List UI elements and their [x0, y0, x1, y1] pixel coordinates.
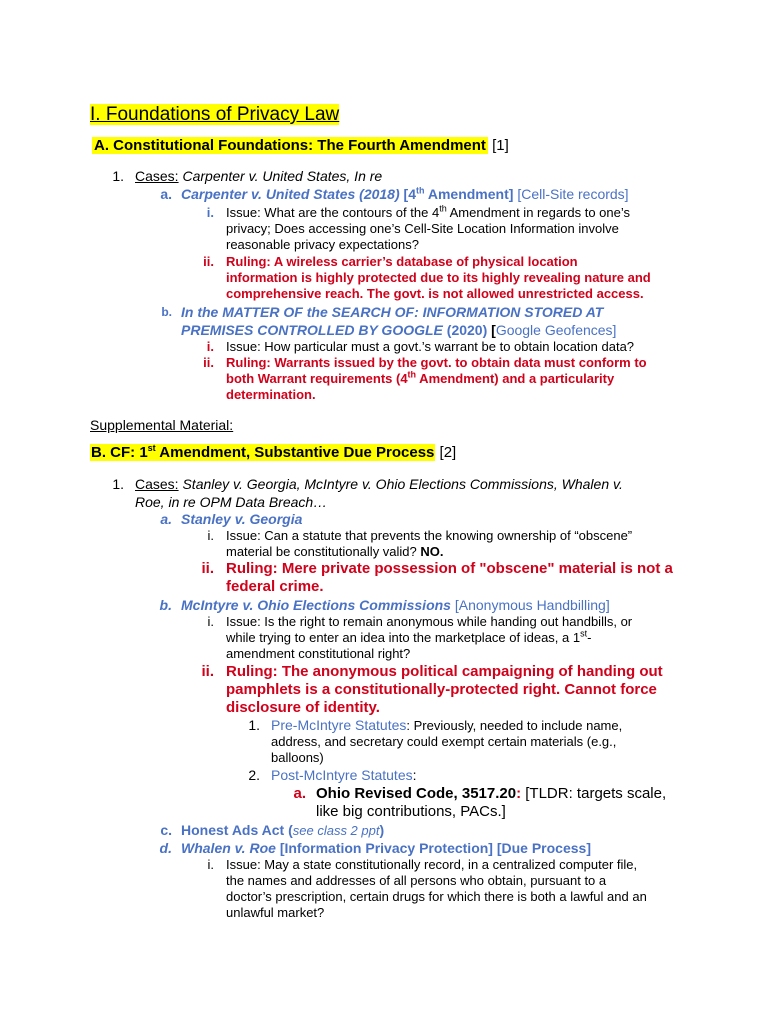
section-b-heading: [90, 444, 456, 462]
section-b-title-post: Amendment, Substantive Due Process: [155, 444, 435, 461]
cases-text: Carpenter v. United States, In re: [182, 168, 383, 184]
issue-line-pre: Issue: What are the contours of the 4: [226, 205, 440, 220]
cases-text: Stanley v. Georgia, McIntyre v. Ohio Elections Commissions, Whalen v.: [182, 476, 623, 492]
case-heading: [181, 821, 384, 840]
list-marker: 1.: [248, 717, 260, 733]
statute-line: address, and secretary could exempt certain materials (e.g.,: [271, 734, 617, 749]
ruling-text: [226, 355, 647, 403]
supplemental-heading: Supplemental Material:: [90, 417, 234, 433]
statute-note: [271, 767, 417, 784]
case-note: see class 2 ppt: [292, 823, 380, 838]
issue-answer: NO.: [420, 544, 444, 559]
list-marker: i.: [206, 339, 214, 354]
list-marker: b.: [161, 305, 172, 319]
section-b-title: [90, 444, 435, 461]
cases-text: Roe, in re OPM Data Breach…: [135, 494, 328, 510]
statute-title: Pre-McIntyre Statutes: [271, 717, 407, 733]
topic-tag: [Anonymous Handbilling]: [454, 597, 610, 613]
list-marker: b.: [159, 597, 172, 613]
issue-line: reasonable privacy expectations?: [226, 237, 419, 252]
case-heading: [181, 596, 610, 614]
case-heading: [181, 185, 629, 203]
list-marker: 2.: [248, 767, 260, 783]
ruling-line: determination.: [226, 387, 316, 402]
issue-sup: th: [439, 203, 447, 214]
issue-text: [226, 205, 630, 253]
case-title: Honest Ads Act (: [181, 822, 293, 838]
section-a-title: A. Constitutional Foundations: The Fourth Amendment: [94, 137, 486, 154]
title-text: I. Foundations of Privacy Law: [90, 104, 340, 125]
statute-line: [TLDR: targets scale,: [521, 785, 667, 802]
ruling-line: information is highly protected due to its highly revealing nature and: [226, 270, 651, 285]
issue-line: unlawful market?: [226, 905, 325, 920]
topic-tag: [Information Privacy Protection] [Due Process]: [279, 840, 591, 856]
ruling-sup: th: [407, 369, 417, 380]
issue-line: Issue: Can a statute that prevents the knowing ownership of “obscene”: [226, 528, 633, 543]
issue-text: Issue: How particular must a govt.’s warrant be to obtain location data?: [226, 339, 635, 354]
ruling-line: comprehensive reach. The govt. is not allowed unrestricted access.: [226, 286, 644, 301]
case-title: Whalen v. Roe: [181, 840, 276, 856]
amendment-tag: [404, 186, 514, 202]
list-marker: i.: [207, 857, 214, 872]
statute-note: [271, 717, 622, 766]
issue-line-post: Amendment in regards to one’s: [446, 205, 631, 220]
ruling-text: [226, 254, 651, 302]
ruling-line: Ruling: A wireless carrier’s database of physical location: [226, 254, 578, 269]
case-year: (2020): [446, 322, 488, 338]
statute-line: : Previously, needed to include name,: [406, 718, 623, 733]
ruling-line: disclosure of identity.: [226, 699, 380, 716]
ruling-text: [226, 560, 673, 596]
section-b-title-sup: st: [147, 443, 156, 453]
list-marker: a.: [160, 186, 172, 202]
case-title: McIntyre v. Ohio Elections Commissions: [181, 597, 451, 613]
list-marker: ii.: [201, 663, 214, 680]
ruling-text: [226, 663, 663, 717]
topic-tag: Google Geofences]: [495, 322, 617, 338]
statute-code: Ohio Revised Code, 3517.20: [316, 785, 517, 802]
amendment-tag-sup: th: [415, 185, 425, 196]
section-b-ref: [2]: [439, 444, 457, 461]
ruling-line-pre: both Warrant requirements (4: [226, 371, 408, 386]
case-title: Stanley v. Georgia: [181, 511, 303, 527]
issue-line-pre: while trying to enter an idea into the marketplace of ideas, a 1: [226, 630, 581, 645]
issue-line: amendment constitutional right?: [226, 646, 411, 661]
list-marker: a.: [160, 511, 172, 527]
cases-label: Cases:: [135, 168, 179, 184]
issue-text: [226, 528, 632, 560]
case-title-line: In the MATTER OF the SEARCH OF: INFORMATION STORED AT: [181, 304, 604, 320]
tag-bracket: [: [491, 322, 496, 338]
ruling-line: Ruling: Warrants issued by the govt. to obtain data must conform to: [226, 355, 647, 370]
statute-title: Post-McIntyre Statutes: [271, 767, 413, 783]
issue-line: Issue: Is the right to remain anonymous while handing out handbills, or: [226, 614, 633, 629]
issue-sup: st: [580, 628, 588, 639]
topic-tag: [Cell-Site records]: [517, 186, 629, 202]
list-marker: i.: [206, 205, 214, 220]
ruling-line: Ruling: Mere private possession of "obscene" material is not a: [226, 560, 673, 577]
page-title: [90, 103, 339, 127]
list-marker: ii.: [203, 254, 214, 269]
cases-label: Cases:: [135, 476, 179, 492]
cases-line: [135, 167, 382, 185]
issue-line-post: -: [587, 630, 592, 645]
issue-line: doctor’s prescription, certain drugs for which there is both a lawful and an: [226, 889, 647, 904]
list-marker: i.: [207, 614, 214, 629]
list-marker: a.: [293, 785, 306, 802]
section-a-ref: [1]: [492, 137, 509, 154]
statute-colon: :: [516, 785, 522, 802]
case-heading: [181, 303, 616, 339]
issue-text: [226, 614, 632, 662]
issue-line: privacy; Does accessing one’s Cell-Site Location Information involve: [226, 221, 619, 236]
statute-line: like big contributions, PACs.]: [316, 803, 506, 820]
issue-line: the names and addresses of all persons who obtain, pursuant to a: [226, 873, 607, 888]
list-marker: 1.: [112, 476, 124, 492]
issue-text: [226, 857, 647, 921]
cases-line: [135, 475, 623, 511]
statute-detail: [316, 785, 666, 821]
statute-colon: :: [412, 767, 417, 783]
list-marker: ii.: [201, 560, 214, 577]
case-title: Carpenter v. United States (2018): [181, 186, 400, 202]
list-marker: d.: [159, 840, 172, 856]
section-b-title-pre: B. CF: 1: [91, 444, 148, 461]
ruling-line: Ruling: The anonymous political campaigning of handing out: [226, 663, 663, 680]
list-marker: c.: [160, 822, 172, 838]
case-title-line: PREMISES CONTROLLED BY GOOGLE: [181, 322, 443, 338]
amendment-tag-pre: [4: [403, 186, 416, 202]
section-a-heading: [92, 137, 509, 155]
list-marker: i.: [207, 528, 214, 543]
ruling-line-post: Amendment) and a particularity: [416, 371, 615, 386]
case-note-close: ): [379, 822, 385, 838]
issue-line: material be constitutionally valid?: [226, 544, 417, 559]
list-marker: 1.: [112, 168, 124, 184]
statute-line: balloons): [271, 750, 324, 765]
list-marker: ii.: [203, 355, 214, 370]
amendment-tag-post: Amendment]: [424, 186, 514, 202]
issue-line: Issue: May a state constitutionally record, in a centralized computer file,: [226, 857, 638, 872]
case-heading: [181, 839, 591, 857]
ruling-line: pamphlets is a constitutionally-protected right. Cannot force: [226, 681, 657, 698]
ruling-line: federal crime.: [226, 578, 324, 595]
